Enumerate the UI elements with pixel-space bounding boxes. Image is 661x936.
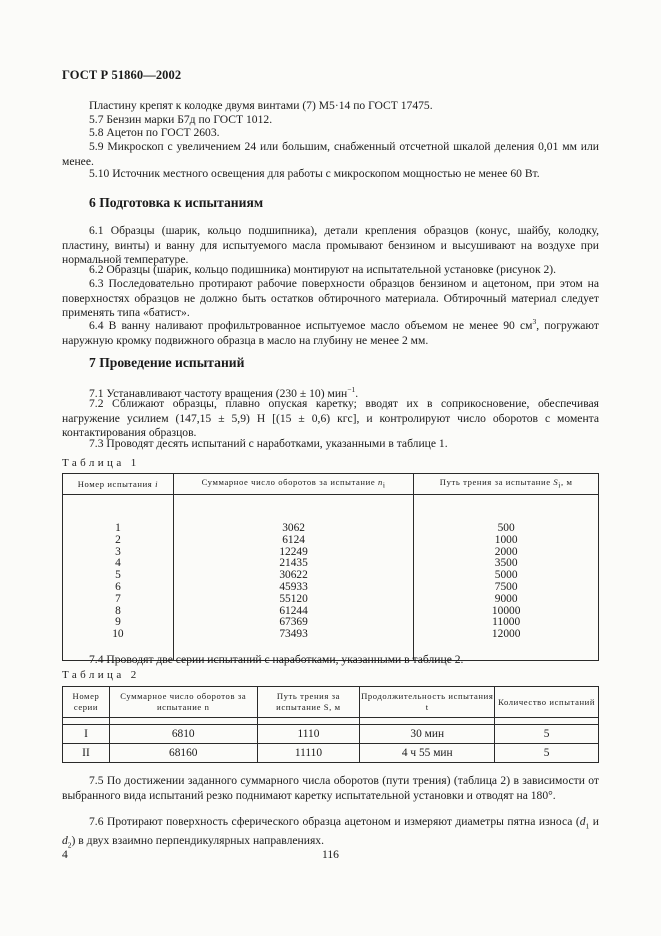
t2-header-path: Путь трения за испытание S, м xyxy=(257,687,360,718)
table-cell: 5 xyxy=(115,569,121,582)
paragraph-6-3: 6.3 Последовательно протирают рабочие поверхности образцов бензином и ацетоном, при этом на поверхностях образцов не должно быть остатков обтирочного материала. Обтирочный материал следует применять типа «батист». xyxy=(62,277,599,320)
table-1-caption: Таблица 1 xyxy=(62,457,140,469)
table-cell: II xyxy=(63,744,110,763)
table-cell: 500 xyxy=(497,522,515,534)
table-cell: 5 xyxy=(495,744,599,763)
table-cell: 5000 xyxy=(494,569,518,582)
table-cell: 61244 xyxy=(279,604,308,617)
table-cell: 68160 xyxy=(109,744,257,763)
table-cell: 12000 xyxy=(491,628,521,641)
table-cell: 21435 xyxy=(279,557,308,570)
table-cell: 6 xyxy=(115,580,121,593)
t2-header-series: Номер серии xyxy=(63,687,110,718)
table-cell: 10000 xyxy=(491,604,521,617)
paragraph-7-6: 7.6 Протирают поверхность сферического образца ацетоном и измеряют диаметры пятна износа ($d_1$ и $d_2$) в двух взаимно перпендикулярных направлениях. xyxy=(62,815,599,850)
table-cell: 2000 xyxy=(494,545,518,558)
paragraph-7-4: 7.4 Проводят две серии испытаний с наработками, указанными в таблице 2. xyxy=(89,653,464,666)
table-cell: 30622 xyxy=(279,569,308,582)
paragraph-6-2: 6.2 Образцы (шарик, кольцо подишника) монтируют на испытательной установке (рисунок 2). xyxy=(89,263,557,276)
paragraph-7-5: 7.5 По достижении заданного суммарного числа оборотов (пути трения) (таблица 2) в зависимости от выбранного вида испытаний резко поднимают каретку испытательной установки и отводят на 180°. xyxy=(62,774,599,802)
table-cell: 4 ч 55 мин xyxy=(360,744,495,763)
paragraph-7-3: 7.3 Проводят десять испытаний с наработками, указанными в таблице 1. xyxy=(89,437,448,450)
table-cell: 73493 xyxy=(279,628,308,641)
table-row xyxy=(63,744,599,763)
table-cell: 4 xyxy=(115,557,121,570)
table-1-body xyxy=(63,495,599,661)
table-cell: 1 xyxy=(115,522,121,534)
table-cell: 10 xyxy=(112,628,124,641)
t1-col-path xyxy=(414,495,599,661)
table-row xyxy=(63,725,599,744)
t1-header-revolutions: Суммарное число оборотов за испытание $n_i$ xyxy=(173,474,414,495)
table-cell: 3500 xyxy=(494,557,518,570)
t2-header-revolutions: Суммарное число оборотов за испытание n xyxy=(109,687,257,718)
table-cell: I xyxy=(63,725,110,744)
table-cell: 1110 xyxy=(257,725,360,744)
t1-header-number: Номер испытания i xyxy=(63,474,174,495)
table-cell: 45933 xyxy=(279,580,308,593)
table-cell: 5 xyxy=(495,725,599,744)
table-1 xyxy=(62,473,599,661)
table-cell: 6810 xyxy=(109,725,257,744)
table-2-caption: Таблица 2 xyxy=(62,669,140,681)
table-cell: 67369 xyxy=(279,616,308,629)
t2-header-duration: Продолжительность испытания t xyxy=(360,687,495,718)
t2-header-count: Количество испытаний xyxy=(495,687,599,718)
table-cell: 8 xyxy=(115,604,121,617)
table-cell: 6124 xyxy=(282,533,305,546)
table-2-spacer xyxy=(63,718,599,725)
section-6-title: 6 Подготовка к испытаниям xyxy=(89,195,264,210)
table-2-header xyxy=(63,687,599,718)
t1-header-path: Путь трения за испытание $S_i$, м xyxy=(414,474,599,495)
table-cell: 3 xyxy=(115,545,121,558)
paragraph-5-7: 5.7 Бензин марки Б7д по ГОСТ 1012. xyxy=(89,113,273,126)
page-number-center: 116 xyxy=(322,848,339,861)
paragraph-7-2: 7.2 Сближают образцы, плавно опуская каретку; вводят их в соприкосновение, обеспечивая нагружение усилием (147,15 ± 5,9) Н [(15 ± 0,6) кгс], и контролируют число оборотов с момента контактирования образцов. xyxy=(62,397,599,440)
table-cell: 7500 xyxy=(494,580,518,593)
paragraph-plate-mount: Пластину крепят к колодке двумя винтами (7) М5·14 по ГОСТ 17475. xyxy=(89,99,433,112)
table-cell: 2 xyxy=(115,533,121,546)
table-cell: 55120 xyxy=(279,592,308,605)
table-cell: 3062 xyxy=(282,522,305,534)
paragraph-6-4: 6.4 В ванну наливают профильтрованное испытуемое масло объемом не менее 90 $см^3$, погружают наружную кромку подвижного образца в масло на глубину не менее 2 мм. xyxy=(62,317,599,347)
paragraph-6-1: 6.1 Образцы (шарик, кольцо подшипника), детали крепления образцов (конус, шайбу, колодку, пластину, винты) и ванну для испытуемого масла промывают бензином и высушивают на воздухе при нормальной температуре. xyxy=(62,224,599,267)
table-cell: 11110 xyxy=(257,744,360,763)
standard-header: ГОСТ Р 51860—2002 xyxy=(62,68,182,82)
paragraph-7-1: 7.1 Устанавливают частоту вращения (230 ± 10) мин$^{-1}$. xyxy=(89,385,359,400)
t1-col-revolutions xyxy=(173,495,414,661)
paragraph-5-8: 5.8 Ацетон по ГОСТ 2603. xyxy=(89,126,220,139)
paragraph-5-9: 5.9 Микроскоп с увеличением 24 или большим, снабженный отсчетной шкалой деления 0,01 мм или менее. xyxy=(62,140,599,168)
table-cell: 9 xyxy=(115,616,121,629)
table-cell: 11000 xyxy=(492,616,521,629)
section-7-title: 7 Проведение испытаний xyxy=(89,355,245,370)
table-cell: 30 мин xyxy=(360,725,495,744)
page-number-left: 4 xyxy=(62,848,68,861)
table-cell: 9000 xyxy=(494,592,518,605)
table-1-header xyxy=(63,474,599,495)
table-2 xyxy=(62,686,599,763)
t1-col-number xyxy=(63,495,174,661)
table-cell: 7 xyxy=(115,592,121,605)
table-cell: 1000 xyxy=(494,533,518,546)
table-cell: 12249 xyxy=(279,545,308,558)
paragraph-5-10: 5.10 Источник местного освещения для работы с микроскопом мощностью не менее 60 Вт. xyxy=(89,167,540,180)
